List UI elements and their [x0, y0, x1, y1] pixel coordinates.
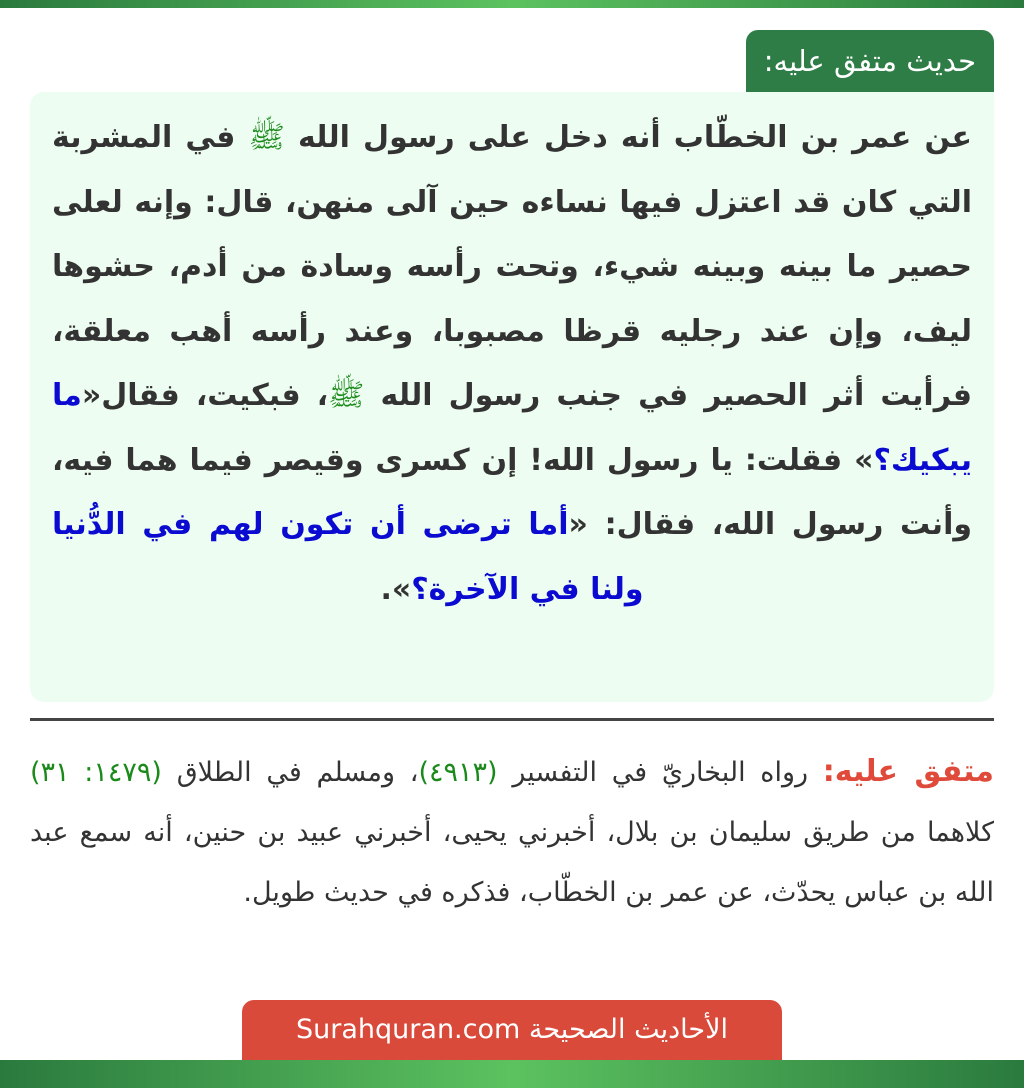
bottom-decorative-bar: [0, 1060, 1024, 1088]
takhrij-text: [30, 742, 994, 923]
prophet-quote: ما يبكيك؟: [52, 378, 972, 478]
reference-number: (١٤٧٩: ٣١): [30, 757, 162, 788]
reference-number: (٤٩١٣): [418, 757, 498, 788]
divider: [30, 718, 994, 721]
top-decorative-bar: [0, 0, 1024, 8]
salawat-icon: ﷺ: [328, 378, 365, 413]
takhrij-part: كلاهما من طريق سليمان بن بلال، أخبرني يحيى، أخبرني عبيد بن حنين، أنه سمع عبد الله بن عباس يحدّث، عن عمر بن الخطّاب، فذكره في حديث طويل.: [30, 817, 994, 908]
takhrij-part: ، ومسلم في الطلاق: [161, 757, 419, 788]
hadith-text-part: ، فبكيت، فقال«: [81, 378, 329, 413]
takhrij-part: رواه البخاريّ في التفسير: [497, 757, 823, 788]
hadith-text-part: ».: [380, 571, 412, 607]
hadith-text: [52, 106, 972, 622]
takhrij-label: متفق عليه:: [822, 754, 994, 789]
hadith-text-part: في المشربة التي كان قد اعتزل فيها نساءه حين آلى منهن، قال: وإنه لعلى حصير ما بينه وبينه شيء، وتحت رأسه وسادة من أدم، حشوها ليف، وإن عند رجليه قرظا مصبوبا، وعند رأسه أهب معلقة، فرأيت أثر الحصير في جنب رسول الله: [52, 120, 972, 413]
hadith-panel: [30, 92, 994, 702]
hadith-text-part: عن عمر بن الخطّاب أنه دخل على رسول الله: [297, 120, 972, 155]
hadith-type-badge: حديث متفق عليه:: [746, 30, 994, 92]
site-badge[interactable]: الأحاديث الصحيحة Surahquran.com: [242, 1000, 782, 1060]
prophet-quote: أما ترضى أن تكون لهم في الدُّنيا ولنا في الآخرة؟: [52, 507, 644, 607]
hadith-text-part: » فقلت: يا رسول الله! إن كسرى وقيصر فيما هما فيه، وأنت رسول الله، فقال: «: [52, 442, 972, 542]
salawat-icon: ﷺ: [248, 120, 285, 155]
